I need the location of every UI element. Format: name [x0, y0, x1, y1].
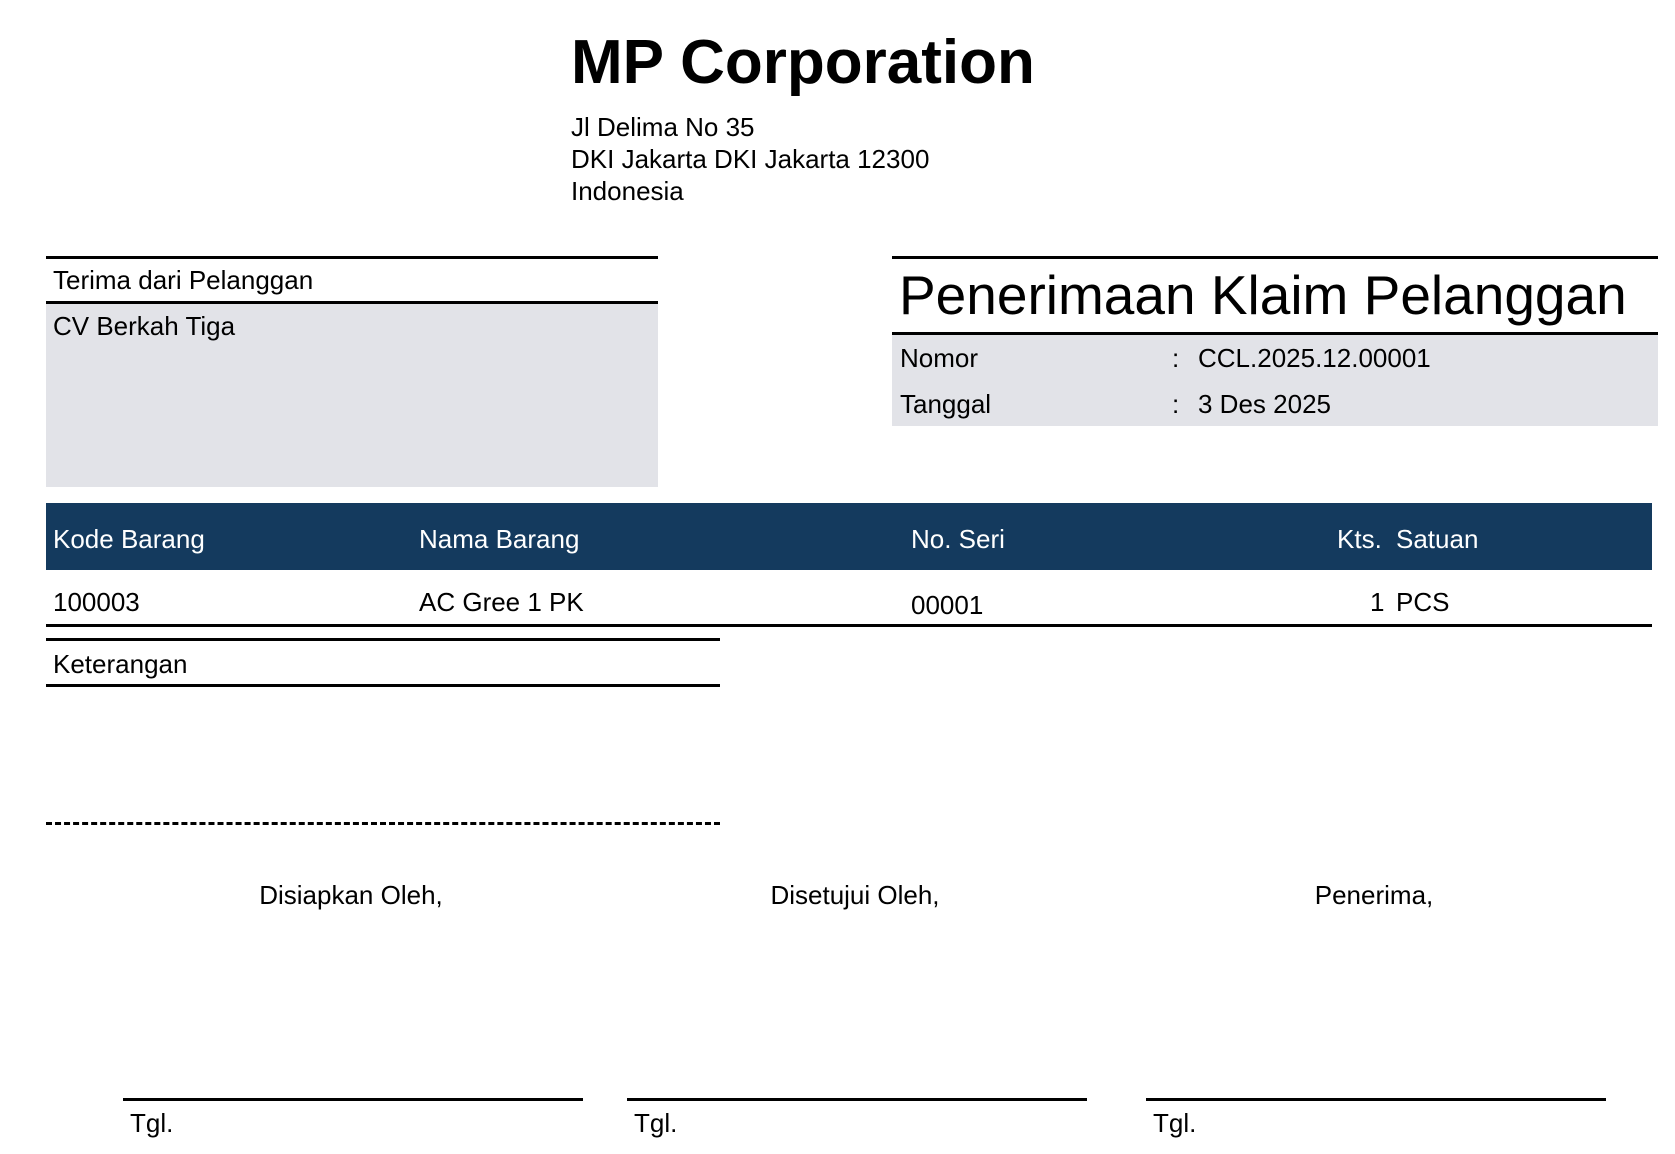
cell-kode: 100003 [53, 587, 140, 617]
column-header-satuan: Satuan [1396, 524, 1479, 554]
cell-nama: AC Gree 1 PK [419, 587, 584, 617]
customer-name: CV Berkah Tiga [53, 311, 236, 341]
meta-value-nomor: CCL.2025.12.00001 [1198, 343, 1431, 373]
signature-date-receiver: Tgl. [1153, 1108, 1197, 1138]
signature-line-receiver [1146, 1098, 1606, 1101]
meta-label-nomor: Nomor [900, 343, 979, 373]
company-name: MP Corporation [571, 28, 1035, 97]
remarks-dashed-rule [46, 822, 720, 825]
remarks-divider [46, 684, 720, 687]
company-address-line3: Indonesia [571, 176, 684, 206]
customer-top-rule [46, 256, 658, 259]
table-row-rule [46, 624, 1652, 627]
document-title: Penerimaan Klaim Pelanggan [899, 264, 1627, 326]
signature-prepared-label: Disiapkan Oleh, [259, 880, 443, 910]
signature-receiver-label: Penerima, [1314, 880, 1434, 910]
remarks-top-rule [46, 638, 720, 641]
signature-approved-label: Disetujui Oleh, [770, 880, 940, 910]
customer-label: Terima dari Pelanggan [53, 265, 314, 295]
column-header-kts: Kts. [1337, 524, 1382, 554]
column-header-kode: Kode Barang [53, 524, 205, 554]
company-address-line1: Jl Delima No 35 [571, 112, 755, 142]
meta-colon: : [1172, 389, 1180, 419]
company-address-line2: DKI Jakarta DKI Jakarta 12300 [571, 144, 930, 174]
column-header-seri: No. Seri [911, 524, 1005, 554]
remarks-label: Keterangan [53, 649, 188, 679]
signature-line-prepared [123, 1098, 583, 1101]
cell-seri: 00001 [911, 590, 984, 620]
meta-label-tanggal: Tanggal [900, 389, 992, 419]
signature-date-approved: Tgl. [634, 1108, 678, 1138]
title-top-rule [892, 256, 1658, 259]
meta-colon: : [1172, 343, 1180, 373]
cell-kts: 1 [1370, 587, 1385, 617]
column-header-nama: Nama Barang [419, 524, 580, 554]
signature-line-approved [627, 1098, 1087, 1101]
signature-date-prepared: Tgl. [130, 1108, 174, 1138]
meta-value-tanggal: 3 Des 2025 [1198, 389, 1331, 419]
cell-satuan: PCS [1396, 587, 1450, 617]
